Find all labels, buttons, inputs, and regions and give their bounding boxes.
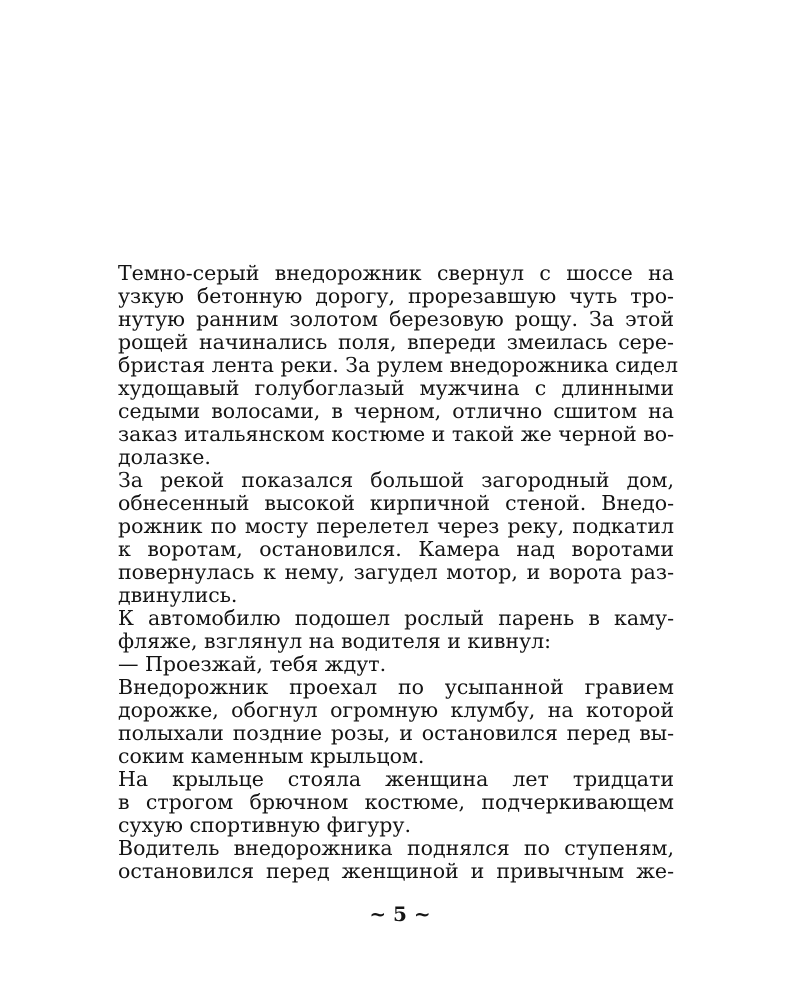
paragraph-4-dialogue [118, 653, 674, 676]
text-line: полыхали поздние розы, и остановился перед вы- [118, 721, 674, 745]
paragraph-3 [118, 607, 674, 653]
text-line: заказ итальянском костюме и такой же черной во- [118, 422, 675, 446]
text-line: На крыльце стояла женщина лет тридцати [118, 767, 674, 791]
text-line: рощей начинались поля, впереди змеилась сере- [118, 330, 674, 354]
text-line: Темно-серый внедорожник свернул с шоссе на [118, 261, 674, 285]
text-line: к воротам, остановился. Камера над воротами [118, 537, 674, 561]
text-line: — Проезжай, тебя ждут. [118, 652, 387, 676]
text-line: седыми волосами, в черном, отлично сшитом на [118, 399, 674, 423]
text-line: в строгом брючном костюме, подчеркивающем [118, 790, 674, 814]
text-line: рожник по мосту перелетел через реку, подкатил [118, 514, 674, 538]
text-line: соким каменным крыльцом. [118, 744, 425, 768]
text-line: остановился перед женщиной и привычным же- [118, 859, 674, 883]
text-line: обнесенный высокой кирпичной стеной. Внедо- [118, 491, 674, 515]
text-line: нутую ранним золотом березовую рощу. За этой [118, 307, 674, 331]
text-line: повернулась к нему, загудел мотор, и ворота раз- [118, 560, 674, 584]
text-line: долазке. [118, 445, 211, 469]
text-line: За рекой показался большой загородный дом, [118, 468, 674, 492]
text-line: К автомобилю подошел рослый парень в каму- [118, 606, 674, 630]
text-line: узкую бетонную дорогу, прорезавшую чуть тро- [118, 284, 674, 308]
paragraph-6 [118, 768, 674, 837]
paragraph-2 [118, 469, 674, 607]
paragraph-1 [118, 261, 679, 469]
text-line: двинулись. [118, 583, 238, 607]
text-line: дорожке, обогнул огромную клумбу, на которой [118, 698, 674, 722]
text-line: сухую спортивную фигуру. [118, 813, 411, 837]
text-line: Внедорожник проехал по усыпанной гравием [118, 675, 674, 699]
page-number: ~ 5 ~ [369, 902, 431, 926]
text-line: бристая лента реки. За рулем внедорожника сидел [118, 353, 679, 377]
paragraph-5 [118, 676, 674, 768]
text-line: худощавый голубоглазый мужчина с длинными [118, 376, 674, 400]
body-text [118, 261, 679, 883]
text-line: Водитель внедорожника поднялся по ступеням, [118, 836, 674, 860]
paragraph-7 [118, 837, 674, 883]
text-line: фляже, взглянул на водителя и кивнул: [118, 629, 552, 653]
